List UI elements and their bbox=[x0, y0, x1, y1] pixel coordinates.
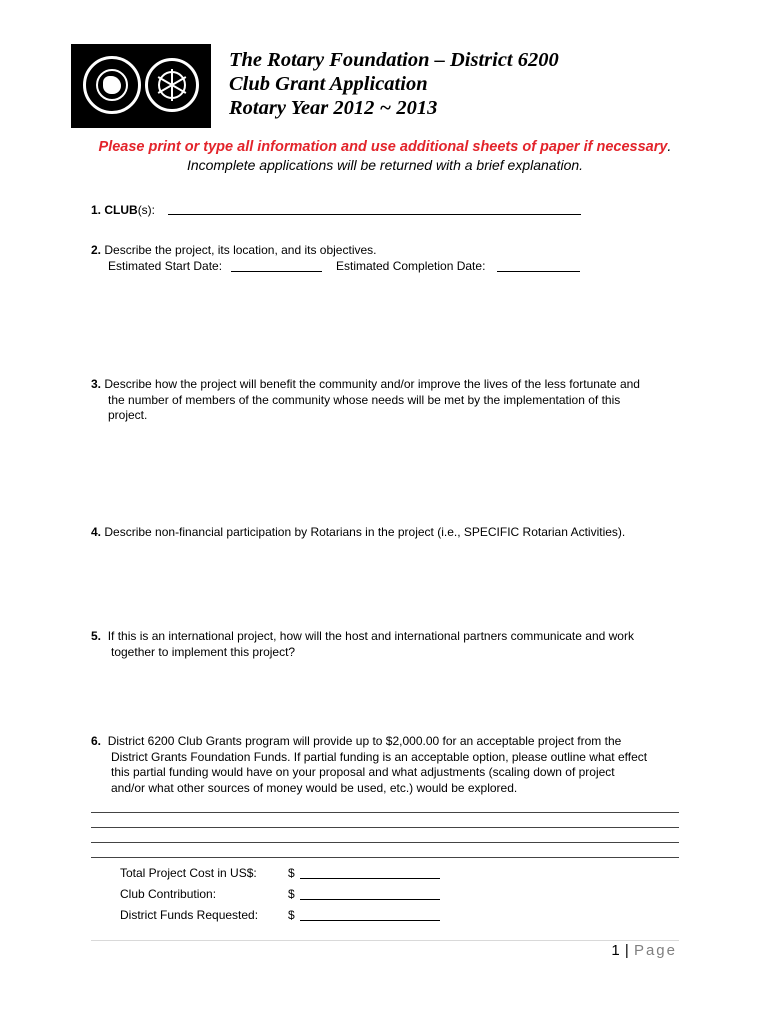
q6-line-1: District 6200 Club Grants program will provide up to $2,000.00 for an acceptable project from the bbox=[107, 734, 622, 748]
footer-divider bbox=[91, 940, 679, 941]
instructions-notice bbox=[0, 139, 770, 155]
club-contribution-currency: $ bbox=[288, 887, 295, 901]
q1-label-bold: CLUB bbox=[104, 203, 138, 217]
completion-date-field[interactable] bbox=[497, 271, 580, 272]
q2-start-date-label: Estimated Start Date: bbox=[108, 259, 223, 273]
answer-line[interactable] bbox=[91, 857, 679, 858]
q3-number: 3. bbox=[91, 377, 102, 391]
page-word: Page bbox=[633, 942, 677, 959]
q4-number: 4. bbox=[91, 525, 102, 539]
page-number: 1 bbox=[611, 942, 621, 959]
q6-line-3: this partial funding would have on your proposal and what adjustments (scaling down of project bbox=[111, 765, 615, 779]
notice-subtext: Incomplete applications will be returned with a brief explanation. bbox=[186, 157, 584, 173]
q2-completion-date-label: Estimated Completion Date: bbox=[336, 259, 486, 273]
q5-line-2: together to implement this project? bbox=[111, 644, 296, 659]
district-funds-currency: $ bbox=[288, 908, 295, 922]
title-line-1: The Rotary Foundation – District 6200 bbox=[229, 49, 559, 71]
q1-label-rest: (s): bbox=[137, 203, 156, 217]
q2-number: 2. bbox=[91, 243, 102, 257]
q4-text: Describe non-financial participation by Rotarians in the project (i.e., SPECIFIC Rotarian Activities). bbox=[104, 525, 626, 539]
notice-red-text: Please print or type all information and use additional sheets of paper if necessary bbox=[98, 139, 668, 155]
q6-line-4: and/or what other sources of money would be used, etc.) would be explored. bbox=[111, 780, 518, 795]
q3-line-3: project. bbox=[108, 408, 148, 422]
page-separator: | bbox=[624, 942, 630, 959]
q3-line-1: Describe how the project will benefit the community and/or improve the lives of the less fortunate and bbox=[104, 377, 640, 391]
total-project-cost-field[interactable] bbox=[300, 878, 440, 879]
total-cost-currency: $ bbox=[288, 866, 295, 880]
q1-number: 1. bbox=[91, 203, 102, 217]
rotary-logo bbox=[71, 44, 211, 128]
q2-text: Describe the project, its location, and its objectives. bbox=[104, 243, 377, 257]
document-title bbox=[229, 48, 559, 120]
q5-number: 5. bbox=[91, 629, 102, 643]
district-funds-requested-field[interactable] bbox=[300, 920, 440, 921]
answer-line[interactable] bbox=[91, 842, 679, 843]
rotary-wheel-icon bbox=[145, 58, 199, 112]
club-name-field[interactable] bbox=[168, 214, 581, 215]
question-1 bbox=[91, 203, 155, 219]
q5-line-1: If this is an international project, how will the host and international partners communicate and work bbox=[107, 629, 634, 643]
rotary-international-seal-icon bbox=[83, 56, 141, 114]
total-project-cost-label: Total Project Cost in US$: bbox=[120, 866, 257, 880]
title-line-3: Rotary Year 2012 ~ 2013 bbox=[229, 97, 438, 119]
question-3 bbox=[91, 377, 640, 424]
q6-line-2: District Grants Foundation Funds. If partial funding is an acceptable option, please outline what effect bbox=[111, 749, 648, 764]
notice-period: . bbox=[667, 139, 672, 155]
question-4 bbox=[91, 525, 625, 541]
answer-line[interactable] bbox=[91, 812, 679, 813]
question-6 bbox=[91, 734, 647, 796]
district-funds-requested-label: District Funds Requested: bbox=[120, 908, 259, 922]
answer-line[interactable] bbox=[91, 827, 679, 828]
q3-line-2: the number of members of the community whose needs will be met by the implementation of this bbox=[108, 392, 621, 407]
page-footer bbox=[611, 942, 677, 959]
club-contribution-label: Club Contribution: bbox=[120, 887, 217, 901]
club-contribution-field[interactable] bbox=[300, 899, 440, 900]
question-2 bbox=[91, 243, 377, 259]
start-date-field[interactable] bbox=[231, 271, 322, 272]
q6-number: 6. bbox=[91, 734, 102, 748]
question-5 bbox=[91, 629, 634, 660]
title-line-2: Club Grant Application bbox=[229, 73, 428, 95]
